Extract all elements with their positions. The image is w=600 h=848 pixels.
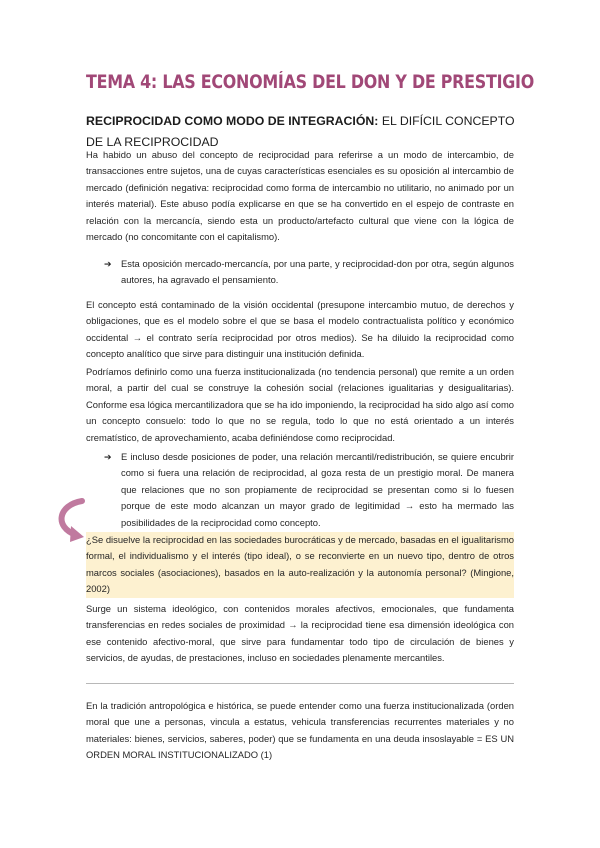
section-heading-rest: EL DIFÍCIL CONCEPTO DE LA RECIPROCIDAD	[86, 114, 515, 149]
paragraph-2: El concepto está contaminado de la visión occidental (presupone intercambio mutuo, de derechos y obligaciones, que es el modelo sobre el que se basa el modelo contractualista político y económico occidental → el contrato sería reciprocidad por otros medios). Se ha diluido la reciprocidad como concepto analítico que sirve para distinguir una institución definida.	[86, 299, 514, 360]
bullet-2	[104, 449, 514, 531]
right-arrow-icon: ➔	[104, 452, 112, 462]
bullet-2-text: E incluso desde posiciones de poder, una relación mercantil/redistribución, se quiere encubrir como si fuera una relación de reciprocidad, al goza resta de un prestigio moral. De manera que relaciones que no son propiamente de reciprocidad se presentan como si lo fuesen porque de este modo alcanzan un mayor grado de legitimidad → esto ha mermado las posibilidades de la reciprocidad como concepto.	[121, 451, 514, 528]
paragraph-3: Podríamos definirlo como una fuerza institucionalizada (no tendencia personal) que remite a un orden moral, a partir del cual se construye la cohesión social (relaciones igualitarias y desigualitarias). Conforme esa lógica mercantilizadora que se ha ido imponiendo, la reciprocidad ha sido algo así como un concepto consuelo: todo lo que no se regula, todo lo que no está orientado a un interés crematístico, de aprovechamiento, acaba definiéndose como reciprocidad.	[86, 366, 514, 443]
right-arrow-icon: ➔	[104, 259, 112, 269]
highlighted-question: ¿Se disuelve la reciprocidad en las sociedades burocráticas y de mercado, basadas en el igualitarismo formal, el individualismo y el interés (tipo ideal), o se reconvierte en un nuevo tipo, dentro de otros marcos sociales (asociaciones), basados en la auto-realización y la autonomía personal? (Mingione, 2002)	[86, 532, 514, 598]
divider	[86, 683, 514, 684]
paragraph-4: Surge un sistema ideológico, con contenidos morales afectivos, emocionales, que fundamenta transferencias en redes sociales de proximidad → la reciprocidad tiene esa dimensión ideológica con ese contenido afectivo-moral, que sirve para fundamentar todo tipo de circulación de bienes y servicios, de ayudas, de prestaciones, incluso en sociedades plenamente mercantiles.	[86, 603, 514, 664]
bullet-1-text: Esta oposición mercado-mercancía, por una parte, y reciprocidad-don por otra, según algunos autores, ha agravado el pensamiento.	[121, 258, 514, 286]
bullet-1	[104, 256, 514, 289]
section-heading-bold: RECIPROCIDAD COMO MODO DE INTEGRACIÓN:	[86, 114, 379, 128]
paragraph-5: En la tradición antropológica e histórica, se puede entender como una fuerza institucionalizada (orden moral que une a personas, vincula a estatus, vehicula transferencias recurrentes materiales y no materiales: bienes, servicios, saberes, poder) que se fundamenta en una deuda insoslayable = ES UN ORDEN MORAL INSTITUCIONALIZADO (1)	[86, 700, 514, 761]
paragraph-1: Ha habido un abuso del concepto de reciprocidad para referirse a un modo de intercambio, de transacciones entre sujetos, una de cuyas características esenciales es su oposición al intercambio de mercado (definición negativa: reciprocidad como forma de intercambio no utilitario, no animado por un interés material). Este abuso podía explicarse en que se ha convertido en el espejo de contraste en relación con la mercancía, siendo esta un producto/artefacto cultural que viene con la lógica de mercado (no concomitante con el capitalismo).	[86, 149, 514, 243]
page-title: TEMA 4: LAS ECONOMÍAS DEL DON Y DE PRESTIGIO	[86, 72, 534, 93]
